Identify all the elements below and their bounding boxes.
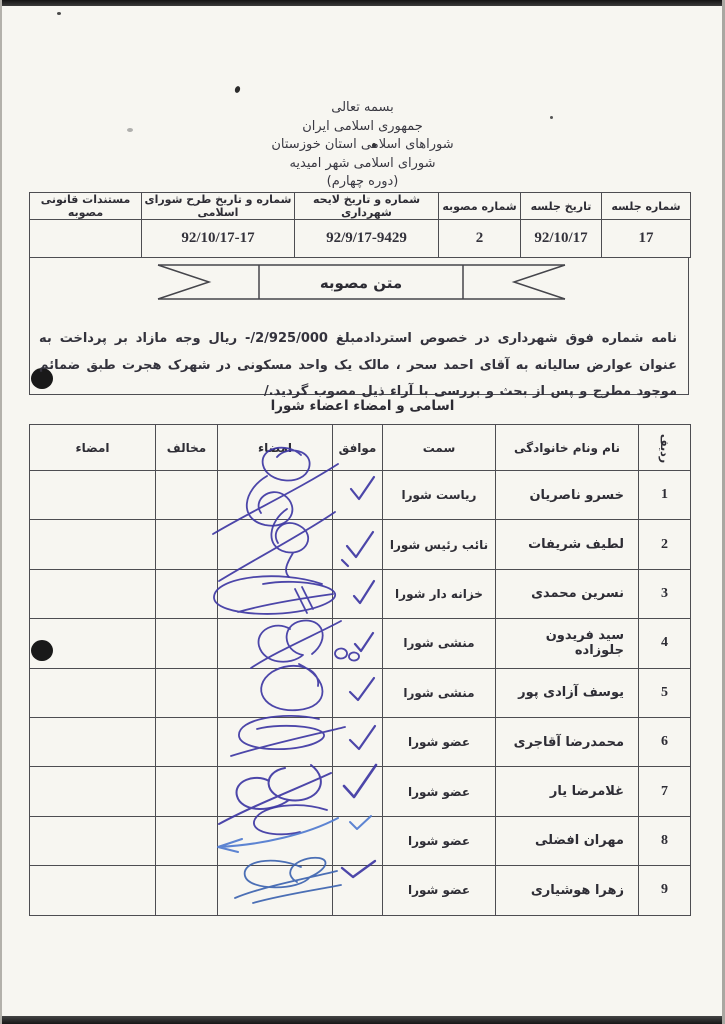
col-opposed: مخالف (156, 425, 218, 471)
signature-cell (218, 767, 333, 816)
col-signature-opposed: امضاء (30, 425, 156, 471)
members-section-title: اسامی و امضاء اعضاء شورا (270, 398, 455, 414)
member-position: منشی شورا (383, 619, 496, 668)
session-date-value: 92/10/17 (521, 220, 602, 258)
member-name: سید فریدون جلوزاده (496, 619, 639, 668)
letterhead-line-province-councils: شوراهای اسلامی استان خوزستان (271, 137, 454, 152)
member-row (30, 866, 691, 915)
municipality-bill-value: 92/9/17-9429 (295, 220, 439, 258)
member-name: محمدرضا آقاجری (496, 717, 639, 766)
member-row-number: 5 (639, 668, 691, 717)
signature-cell (218, 520, 333, 569)
agree-cell (333, 569, 383, 618)
session-number-value: 17 (602, 220, 691, 258)
letterhead-line-bismillah: بسمه تعالی (331, 100, 394, 115)
signature-cell (218, 619, 333, 668)
signature-cell (30, 569, 156, 618)
signature-cell (218, 471, 333, 520)
col-resolution-number: شماره مصوبه (439, 193, 521, 220)
col-council-plan: شماره و تاریخ طرح شورای اسلامی (142, 193, 295, 220)
member-name: زهرا هوشیاری (496, 866, 639, 915)
member-row (30, 668, 691, 717)
agree-cell (333, 866, 383, 915)
member-position: خزانه دار شورا (383, 569, 496, 618)
agree-cell (333, 767, 383, 816)
member-position: عضو شورا (383, 816, 496, 865)
signature-cell (218, 816, 333, 865)
signature-cell (30, 668, 156, 717)
member-row-number: 7 (639, 767, 691, 816)
opposed-cell (156, 668, 218, 717)
member-name: لطیف شریفات (496, 520, 639, 569)
member-position: نائب رئیس شورا (383, 520, 496, 569)
opposed-cell (156, 471, 218, 520)
council-plan-value: 92/10/17-17 (142, 220, 295, 258)
signature-cell (30, 717, 156, 766)
signature-cell (218, 866, 333, 915)
scan-edge-bottom (0, 1016, 725, 1024)
ribbon-left-chevron (158, 265, 209, 299)
letterhead-line-republic: جمهوری اسلامی ایران (302, 118, 423, 134)
col-position: سمت (383, 425, 496, 471)
member-row-number: 4 (639, 619, 691, 668)
member-row (30, 569, 691, 618)
member-position: عضو شورا (383, 767, 496, 816)
member-row-number: 8 (639, 816, 691, 865)
signature-cell (30, 816, 156, 865)
member-row (30, 520, 691, 569)
col-municipality-bill: شماره و تاریخ لایحه شهرداری (295, 193, 439, 220)
member-row (30, 767, 691, 816)
col-full-name: نام ونام خانوادگی (496, 425, 639, 471)
opposed-cell (156, 866, 218, 915)
col-agree: موافق (333, 425, 383, 471)
signature-cell (218, 668, 333, 717)
member-row (30, 619, 691, 668)
opposed-cell (156, 717, 218, 766)
resolution-number-value: 2 (439, 220, 521, 258)
col-legal-documentation: مستندات قانونی مصوبه (30, 193, 142, 220)
member-name: مهران افضلی (496, 816, 639, 865)
letterhead-line-city-council: شورای اسلامی شهر امیدیه (289, 155, 436, 171)
signature-cell (30, 619, 156, 668)
agree-cell (333, 668, 383, 717)
col-signature-agree: امضاء (218, 425, 333, 471)
agree-cell (333, 816, 383, 865)
opposed-cell (156, 619, 218, 668)
member-row (30, 471, 691, 520)
member-name: خسرو ناصریان (496, 471, 639, 520)
signature-cell (218, 717, 333, 766)
member-name: یوسف آزادی پور (496, 668, 639, 717)
resolution-banner-title: متن مصوبه (319, 274, 403, 292)
member-row (30, 717, 691, 766)
opposed-cell (156, 569, 218, 618)
agree-cell (333, 717, 383, 766)
col-row-number: ردیف (639, 425, 691, 471)
agree-cell (333, 619, 383, 668)
signature-cell (30, 471, 156, 520)
resolution-text: نامه شماره فوق شهرداری در خصوص استردادمبلغ 2/925/000/- ریال وجه مازاد بر پرداخت به عنوان عوارض سالیانه به آقای احمد سحر ، مالک یک واحد مسکونی در شهرک هجرت طبق ضمائم موجود مطرح و پس از بحث و بررسی با آراء ذیل مصوب گردید./ (39, 331, 677, 399)
members-header-row (30, 425, 691, 471)
member-row-number: 1 (639, 471, 691, 520)
member-row (30, 816, 691, 865)
opposed-cell (156, 767, 218, 816)
col-session-date: تاریخ جلسه (521, 193, 602, 220)
member-row-number: 6 (639, 717, 691, 766)
member-position: منشی شورا (383, 668, 496, 717)
ribbon-right-chevron (514, 265, 565, 299)
col-session-number: شماره جلسه (602, 193, 691, 220)
opposed-cell (156, 816, 218, 865)
signature-cell (30, 866, 156, 915)
agree-cell (333, 471, 383, 520)
opposed-cell (156, 520, 218, 569)
member-row-number: 9 (639, 866, 691, 915)
signature-cell (218, 569, 333, 618)
letterhead-line-term: (دوره چهارم) (326, 174, 399, 189)
agree-cell (333, 520, 383, 569)
member-position: عضو شورا (383, 717, 496, 766)
member-position: ریاست شورا (383, 471, 496, 520)
member-name: نسرین محمدی (496, 569, 639, 618)
signature-cell (30, 767, 156, 816)
members-table (30, 424, 691, 916)
signature-cell (30, 520, 156, 569)
member-position: عضو شورا (383, 866, 496, 915)
member-name: غلامرضا یار (496, 767, 639, 816)
member-row-number: 3 (639, 569, 691, 618)
member-row-number: 2 (639, 520, 691, 569)
